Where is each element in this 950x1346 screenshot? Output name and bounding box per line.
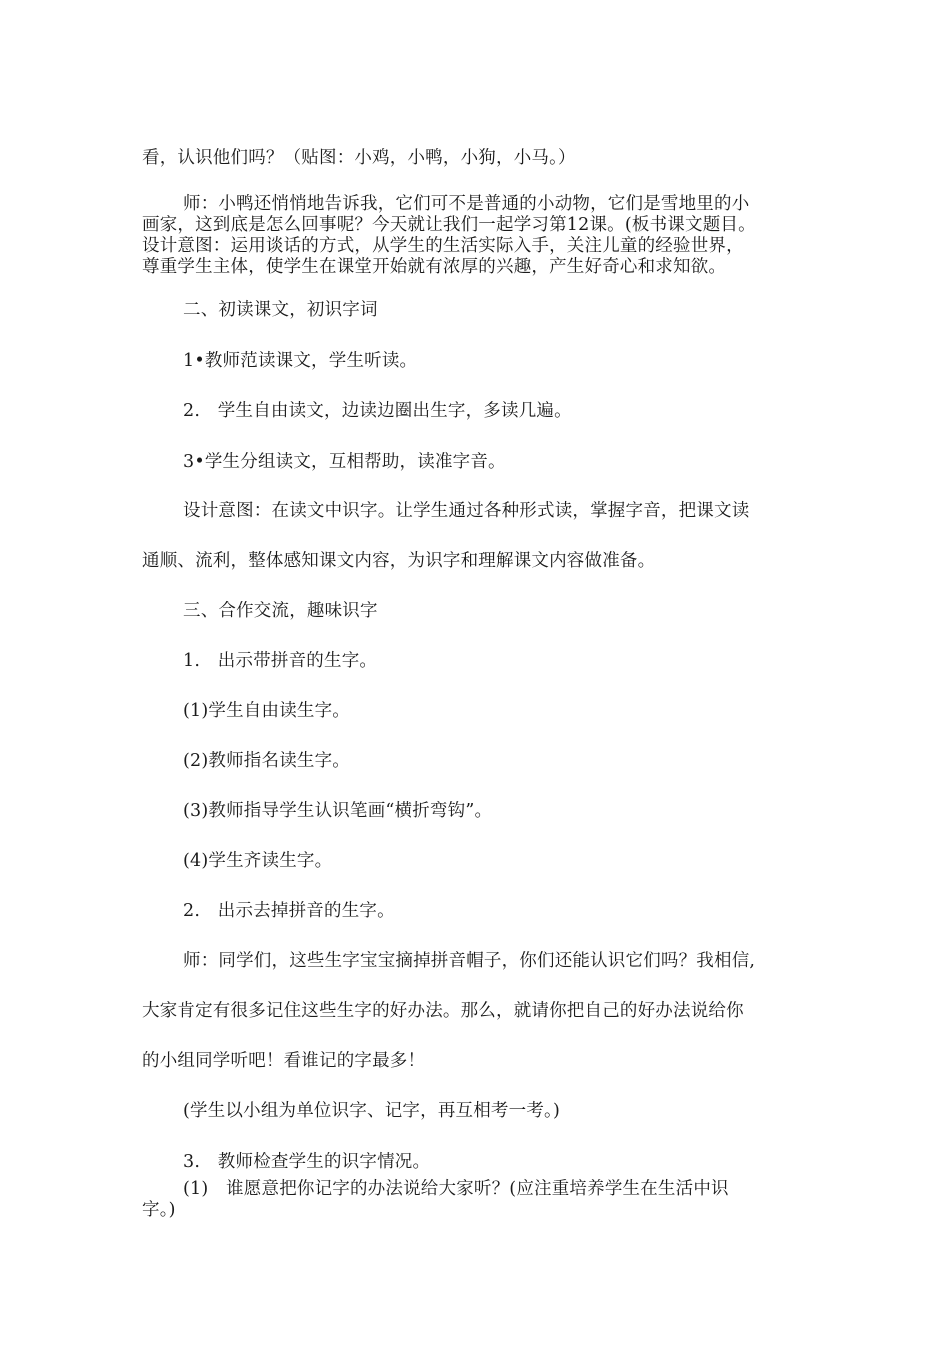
sub-item-3: (3)教师指导学生认识笔画“横折弯钩”。 [183,801,493,821]
paragraph-line-design-intent-reading-2: 通顺、流利，整体感知课文内容，为识字和理解课文内容做准备。 [142,551,656,571]
sub-item-check-1-continued: 字。) [142,1200,176,1220]
list-item-1: 1•教师范读课文，学生听读。 [183,351,418,371]
list-item-check: 3. 教师检查学生的识字情况。 [183,1152,431,1172]
paragraph-line-teacher-question: 师：同学们，这些生字宝宝摘掉拼音帽子，你们还能认识它们吗？我相信, [183,951,756,971]
section-heading-2: 二、初读课文，初识字词 [183,300,378,320]
paragraph-line-intro-continued: 看，认识他们吗？（贴图：小鸡，小鸭，小狗，小马。） [142,148,576,168]
sub-item-check-1: (1) 谁愿意把你记字的办法说给大家听？(应注重培养学生在生活中识 [183,1179,729,1199]
sub-item-1: (1)学生自由读生字。 [183,701,350,721]
paragraph-line-group-activity: (学生以小组为单位识字、记字，再互相考一考。) [183,1101,561,1121]
sub-item-4: (4)学生齐读生字。 [183,851,333,871]
paragraph-line-teacher-dialogue-2: 画家，这到底是怎么回事呢？今天就让我们一起学习第12课。(板书课文题目。 [142,215,756,235]
section-heading-3: 三、合作交流，趣味识字 [183,601,378,621]
paragraph-line-design-intent-reading: 设计意图：在读文中识字。让学生通过各种形式读，掌握字音，把课文读 [183,501,750,521]
paragraph-line-teacher-dialogue: 师：小鸭还悄悄地告诉我，它们可不是普通的小动物，它们是雪地里的小 [183,194,750,214]
paragraph-line-teacher-question-2: 大家肯定有很多记住这些生字的好办法。那么，就请你把自己的好办法说给你 [142,1001,744,1021]
paragraph-line-teacher-question-3: 的小组同学听吧！看谁记的字最多！ [142,1051,426,1071]
paragraph-line-design-intent: 设计意图：运用谈话的方式，从学生的生活实际入手，关注儿童的经验世界， [142,236,744,256]
list-item-2: 2. 学生自由读文，边读边圈出生字，多读几遍。 [183,401,572,421]
list-item-remove-pinyin: 2. 出示去掉拼音的生字。 [183,901,395,921]
sub-item-2: (2)教师指名读生字。 [183,751,350,771]
list-item-3: 3•学生分组读文，互相帮助，读准字音。 [183,452,506,472]
paragraph-line-design-intent-2: 尊重学生主体，使学生在课堂开始就有浓厚的兴趣，产生好奇心和求知欲。 [142,257,727,277]
list-item-show-pinyin: 1. 出示带拼音的生字。 [183,651,378,671]
